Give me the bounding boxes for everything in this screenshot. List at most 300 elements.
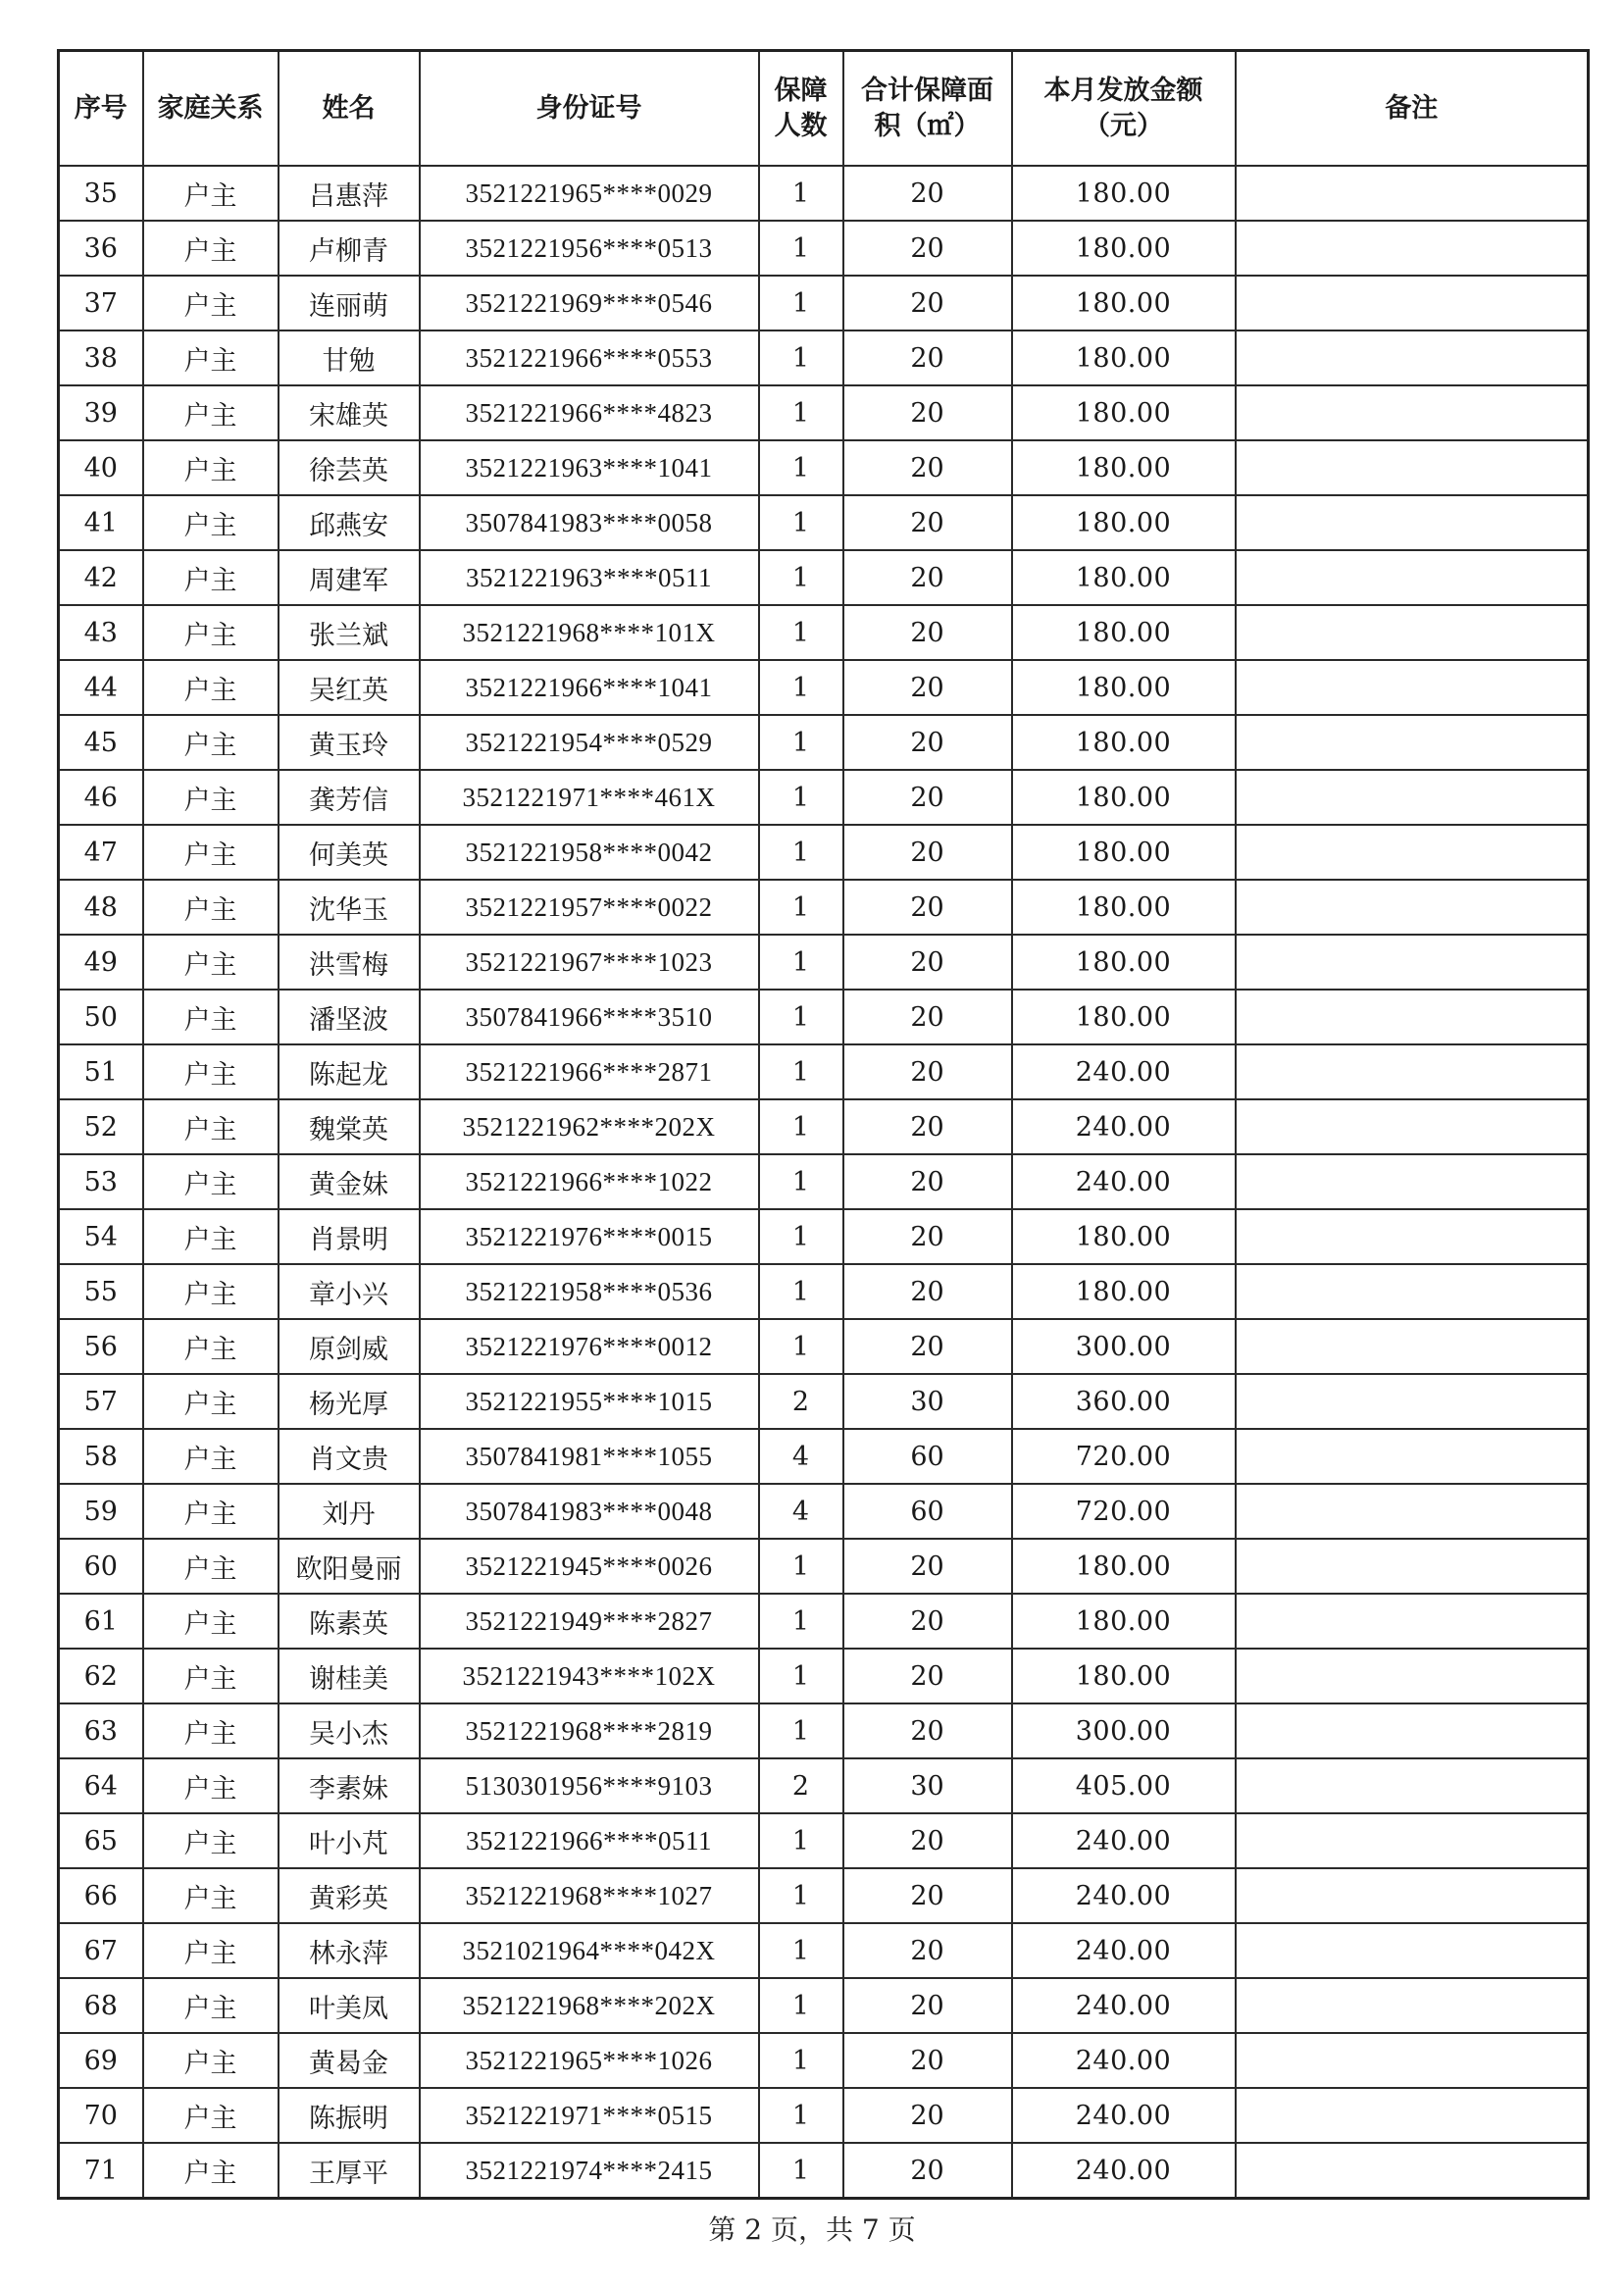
cell-name: 肖文贵 bbox=[279, 1429, 420, 1484]
cell-relation: 户主 bbox=[143, 1813, 279, 1868]
table-row bbox=[59, 221, 1589, 276]
cell-seq: 41 bbox=[59, 495, 143, 550]
cell-amount: 240.00 bbox=[1012, 1154, 1236, 1209]
cell-persons: 1 bbox=[759, 495, 843, 550]
cell-area: 20 bbox=[843, 990, 1012, 1044]
cell-seq: 42 bbox=[59, 550, 143, 605]
cell-relation: 户主 bbox=[143, 166, 279, 221]
cell-seq: 48 bbox=[59, 880, 143, 935]
cell-relation: 户主 bbox=[143, 1209, 279, 1264]
table-header bbox=[59, 51, 1589, 167]
table-row bbox=[59, 1374, 1589, 1429]
cell-name: 欧阳曼丽 bbox=[279, 1539, 420, 1594]
cell-remark bbox=[1236, 825, 1589, 880]
cell-remark bbox=[1236, 1539, 1589, 1594]
header-area bbox=[843, 51, 1012, 167]
cell-relation: 户主 bbox=[143, 1099, 279, 1154]
header-persons-line1: 保障 bbox=[774, 76, 828, 107]
cell-seq: 36 bbox=[59, 221, 143, 276]
cell-relation: 户主 bbox=[143, 1649, 279, 1703]
cell-remark bbox=[1236, 1099, 1589, 1154]
cell-area: 20 bbox=[843, 1264, 1012, 1319]
cell-amount: 180.00 bbox=[1012, 990, 1236, 1044]
table-row bbox=[59, 605, 1589, 660]
cell-name: 张兰斌 bbox=[279, 605, 420, 660]
cell-relation: 户主 bbox=[143, 221, 279, 276]
cell-id-number: 3507841966****3510 bbox=[420, 990, 759, 1044]
cell-amount: 180.00 bbox=[1012, 715, 1236, 770]
cell-relation: 户主 bbox=[143, 2033, 279, 2088]
table-row bbox=[59, 440, 1589, 495]
cell-persons: 1 bbox=[759, 2033, 843, 2088]
cell-persons: 1 bbox=[759, 2088, 843, 2143]
cell-area: 20 bbox=[843, 1813, 1012, 1868]
cell-id-number: 3521221958****0536 bbox=[420, 1264, 759, 1319]
cell-persons: 1 bbox=[759, 1154, 843, 1209]
cell-persons: 1 bbox=[759, 825, 843, 880]
cell-relation: 户主 bbox=[143, 1758, 279, 1813]
cell-name: 黄彩英 bbox=[279, 1868, 420, 1923]
cell-amount: 180.00 bbox=[1012, 276, 1236, 330]
header-area-line1: 合计保障面 bbox=[861, 76, 993, 107]
cell-amount: 240.00 bbox=[1012, 1978, 1236, 2033]
cell-amount: 240.00 bbox=[1012, 1044, 1236, 1099]
cell-name: 徐芸英 bbox=[279, 440, 420, 495]
cell-name: 黄玉玲 bbox=[279, 715, 420, 770]
cell-id-number: 3521221949****2827 bbox=[420, 1594, 759, 1649]
cell-area: 20 bbox=[843, 605, 1012, 660]
table-row bbox=[59, 770, 1589, 825]
table-row bbox=[59, 1649, 1589, 1703]
table-row bbox=[59, 330, 1589, 385]
cell-area: 20 bbox=[843, 2143, 1012, 2199]
table-row bbox=[59, 880, 1589, 935]
cell-persons: 1 bbox=[759, 1649, 843, 1703]
cell-amount: 180.00 bbox=[1012, 1209, 1236, 1264]
cell-area: 20 bbox=[843, 166, 1012, 221]
cell-persons: 1 bbox=[759, 660, 843, 715]
cell-id-number: 3521221976****0012 bbox=[420, 1319, 759, 1374]
cell-id-number: 3521221966****2871 bbox=[420, 1044, 759, 1099]
cell-area: 20 bbox=[843, 550, 1012, 605]
cell-remark bbox=[1236, 935, 1589, 990]
cell-area: 20 bbox=[843, 385, 1012, 440]
cell-amount: 180.00 bbox=[1012, 221, 1236, 276]
cell-area: 30 bbox=[843, 1758, 1012, 1813]
cell-area: 20 bbox=[843, 1539, 1012, 1594]
cell-area: 20 bbox=[843, 1319, 1012, 1374]
cell-area: 20 bbox=[843, 825, 1012, 880]
cell-area: 20 bbox=[843, 1868, 1012, 1923]
cell-seq: 57 bbox=[59, 1374, 143, 1429]
cell-area: 20 bbox=[843, 330, 1012, 385]
table-row bbox=[59, 1758, 1589, 1813]
cell-area: 20 bbox=[843, 660, 1012, 715]
cell-amount: 240.00 bbox=[1012, 2088, 1236, 2143]
cell-remark bbox=[1236, 1264, 1589, 1319]
cell-id-number: 3521221966****0553 bbox=[420, 330, 759, 385]
table-row bbox=[59, 1209, 1589, 1264]
cell-relation: 户主 bbox=[143, 1594, 279, 1649]
cell-persons: 1 bbox=[759, 2143, 843, 2199]
table-row bbox=[59, 715, 1589, 770]
cell-remark bbox=[1236, 1319, 1589, 1374]
cell-name: 陈素英 bbox=[279, 1594, 420, 1649]
cell-id-number: 3521221966****0511 bbox=[420, 1813, 759, 1868]
cell-relation: 户主 bbox=[143, 1539, 279, 1594]
cell-id-number: 3521221963****0511 bbox=[420, 550, 759, 605]
header-amount-line1: 本月发放金额 bbox=[1043, 76, 1203, 107]
subsidy-roster-table bbox=[57, 49, 1590, 2200]
cell-id-number: 3521221968****2819 bbox=[420, 1703, 759, 1758]
cell-name: 李素妹 bbox=[279, 1758, 420, 1813]
cell-id-number: 3521221956****0513 bbox=[420, 221, 759, 276]
cell-remark bbox=[1236, 990, 1589, 1044]
cell-remark bbox=[1236, 550, 1589, 605]
cell-amount: 240.00 bbox=[1012, 2143, 1236, 2199]
table-row bbox=[59, 2033, 1589, 2088]
cell-relation: 户主 bbox=[143, 605, 279, 660]
cell-amount: 180.00 bbox=[1012, 385, 1236, 440]
cell-id-number: 3521221967****1023 bbox=[420, 935, 759, 990]
cell-amount: 180.00 bbox=[1012, 605, 1236, 660]
table-row bbox=[59, 1978, 1589, 2033]
cell-name: 原剑威 bbox=[279, 1319, 420, 1374]
cell-persons: 1 bbox=[759, 330, 843, 385]
table-row bbox=[59, 1703, 1589, 1758]
cell-seq: 64 bbox=[59, 1758, 143, 1813]
header-area-line2: 积（㎡） bbox=[874, 110, 981, 141]
cell-persons: 1 bbox=[759, 276, 843, 330]
cell-remark bbox=[1236, 1594, 1589, 1649]
cell-amount: 180.00 bbox=[1012, 550, 1236, 605]
cell-amount: 180.00 bbox=[1012, 825, 1236, 880]
cell-area: 20 bbox=[843, 440, 1012, 495]
cell-relation: 户主 bbox=[143, 1374, 279, 1429]
cell-seq: 55 bbox=[59, 1264, 143, 1319]
cell-name: 洪雪梅 bbox=[279, 935, 420, 990]
cell-id-number: 3521221957****0022 bbox=[420, 880, 759, 935]
cell-name: 周建军 bbox=[279, 550, 420, 605]
cell-remark bbox=[1236, 385, 1589, 440]
cell-amount: 180.00 bbox=[1012, 1539, 1236, 1594]
cell-relation: 户主 bbox=[143, 1703, 279, 1758]
cell-amount: 180.00 bbox=[1012, 770, 1236, 825]
cell-seq: 67 bbox=[59, 1923, 143, 1978]
cell-id-number: 3507841981****1055 bbox=[420, 1429, 759, 1484]
table-row bbox=[59, 276, 1589, 330]
cell-remark bbox=[1236, 166, 1589, 221]
header-id-number: 身份证号 bbox=[420, 51, 759, 167]
cell-persons: 1 bbox=[759, 1923, 843, 1978]
cell-relation: 户主 bbox=[143, 1044, 279, 1099]
cell-remark bbox=[1236, 276, 1589, 330]
cell-remark bbox=[1236, 1044, 1589, 1099]
cell-amount: 180.00 bbox=[1012, 935, 1236, 990]
cell-id-number: 3521221945****0026 bbox=[420, 1539, 759, 1594]
cell-name: 卢柳青 bbox=[279, 221, 420, 276]
cell-id-number: 3521221965****0029 bbox=[420, 166, 759, 221]
cell-id-number: 3521221962****202X bbox=[420, 1099, 759, 1154]
cell-area: 20 bbox=[843, 495, 1012, 550]
table-body bbox=[59, 166, 1589, 2199]
cell-persons: 1 bbox=[759, 770, 843, 825]
cell-relation: 户主 bbox=[143, 1978, 279, 2033]
cell-area: 20 bbox=[843, 1154, 1012, 1209]
cell-name: 潘坚波 bbox=[279, 990, 420, 1044]
cell-seq: 52 bbox=[59, 1099, 143, 1154]
cell-id-number: 3521221976****0015 bbox=[420, 1209, 759, 1264]
cell-relation: 户主 bbox=[143, 715, 279, 770]
cell-remark bbox=[1236, 1374, 1589, 1429]
cell-persons: 1 bbox=[759, 440, 843, 495]
cell-id-number: 3521221955****1015 bbox=[420, 1374, 759, 1429]
cell-area: 20 bbox=[843, 1209, 1012, 1264]
cell-relation: 户主 bbox=[143, 1264, 279, 1319]
cell-area: 30 bbox=[843, 1374, 1012, 1429]
cell-name: 陈振明 bbox=[279, 2088, 420, 2143]
cell-remark bbox=[1236, 1649, 1589, 1703]
cell-area: 20 bbox=[843, 1923, 1012, 1978]
cell-relation: 户主 bbox=[143, 330, 279, 385]
cell-relation: 户主 bbox=[143, 935, 279, 990]
cell-remark bbox=[1236, 1484, 1589, 1539]
cell-seq: 71 bbox=[59, 2143, 143, 2199]
cell-remark bbox=[1236, 1209, 1589, 1264]
cell-id-number: 5130301956****9103 bbox=[420, 1758, 759, 1813]
cell-seq: 49 bbox=[59, 935, 143, 990]
table-row bbox=[59, 1264, 1589, 1319]
cell-persons: 1 bbox=[759, 1813, 843, 1868]
cell-seq: 43 bbox=[59, 605, 143, 660]
cell-seq: 63 bbox=[59, 1703, 143, 1758]
cell-amount: 300.00 bbox=[1012, 1319, 1236, 1374]
table-row bbox=[59, 1154, 1589, 1209]
cell-relation: 户主 bbox=[143, 1923, 279, 1978]
cell-persons: 1 bbox=[759, 385, 843, 440]
table-row bbox=[59, 825, 1589, 880]
cell-name: 宋雄英 bbox=[279, 385, 420, 440]
cell-id-number: 3521221971****0515 bbox=[420, 2088, 759, 2143]
cell-remark bbox=[1236, 1429, 1589, 1484]
table-row bbox=[59, 1594, 1589, 1649]
cell-persons: 1 bbox=[759, 990, 843, 1044]
cell-remark bbox=[1236, 660, 1589, 715]
cell-amount: 180.00 bbox=[1012, 660, 1236, 715]
cell-amount: 240.00 bbox=[1012, 2033, 1236, 2088]
table-row bbox=[59, 1044, 1589, 1099]
cell-amount: 180.00 bbox=[1012, 440, 1236, 495]
cell-name: 肖景明 bbox=[279, 1209, 420, 1264]
header-amount bbox=[1012, 51, 1236, 167]
cell-name: 魏棠英 bbox=[279, 1099, 420, 1154]
cell-seq: 40 bbox=[59, 440, 143, 495]
cell-id-number: 3521221963****1041 bbox=[420, 440, 759, 495]
cell-id-number: 3521221969****0546 bbox=[420, 276, 759, 330]
cell-name: 叶美凤 bbox=[279, 1978, 420, 2033]
cell-seq: 37 bbox=[59, 276, 143, 330]
cell-remark bbox=[1236, 495, 1589, 550]
cell-persons: 1 bbox=[759, 1594, 843, 1649]
cell-remark bbox=[1236, 1758, 1589, 1813]
header-remark: 备注 bbox=[1236, 51, 1589, 167]
cell-amount: 240.00 bbox=[1012, 1868, 1236, 1923]
cell-area: 20 bbox=[843, 221, 1012, 276]
cell-relation: 户主 bbox=[143, 550, 279, 605]
cell-seq: 39 bbox=[59, 385, 143, 440]
table-row bbox=[59, 2143, 1589, 2199]
cell-amount: 180.00 bbox=[1012, 1264, 1236, 1319]
cell-name: 吴红英 bbox=[279, 660, 420, 715]
header-amount-line2: （元） bbox=[1084, 110, 1163, 141]
cell-name: 沈华玉 bbox=[279, 880, 420, 935]
cell-amount: 180.00 bbox=[1012, 330, 1236, 385]
cell-seq: 70 bbox=[59, 2088, 143, 2143]
cell-persons: 1 bbox=[759, 1209, 843, 1264]
cell-seq: 62 bbox=[59, 1649, 143, 1703]
table-row bbox=[59, 1868, 1589, 1923]
cell-persons: 1 bbox=[759, 1264, 843, 1319]
table-row bbox=[59, 660, 1589, 715]
cell-seq: 69 bbox=[59, 2033, 143, 2088]
cell-area: 20 bbox=[843, 276, 1012, 330]
table-row bbox=[59, 550, 1589, 605]
cell-id-number: 3521221966****1022 bbox=[420, 1154, 759, 1209]
header-persons bbox=[759, 51, 843, 167]
cell-remark bbox=[1236, 1923, 1589, 1978]
cell-remark bbox=[1236, 1703, 1589, 1758]
cell-relation: 户主 bbox=[143, 440, 279, 495]
cell-remark bbox=[1236, 221, 1589, 276]
cell-persons: 1 bbox=[759, 550, 843, 605]
cell-id-number: 3521221965****1026 bbox=[420, 2033, 759, 2088]
table-row bbox=[59, 495, 1589, 550]
cell-area: 20 bbox=[843, 1703, 1012, 1758]
cell-area: 20 bbox=[843, 715, 1012, 770]
cell-seq: 66 bbox=[59, 1868, 143, 1923]
header-persons-line2: 人数 bbox=[774, 110, 828, 141]
cell-persons: 2 bbox=[759, 1758, 843, 1813]
cell-name: 吴小杰 bbox=[279, 1703, 420, 1758]
cell-relation: 户主 bbox=[143, 880, 279, 935]
table-row bbox=[59, 935, 1589, 990]
cell-name: 杨光厚 bbox=[279, 1374, 420, 1429]
cell-area: 20 bbox=[843, 880, 1012, 935]
cell-amount: 720.00 bbox=[1012, 1484, 1236, 1539]
cell-seq: 35 bbox=[59, 166, 143, 221]
cell-id-number: 3521221954****0529 bbox=[420, 715, 759, 770]
cell-seq: 68 bbox=[59, 1978, 143, 2033]
cell-name: 章小兴 bbox=[279, 1264, 420, 1319]
cell-remark bbox=[1236, 605, 1589, 660]
cell-area: 20 bbox=[843, 1649, 1012, 1703]
cell-amount: 180.00 bbox=[1012, 166, 1236, 221]
cell-id-number: 3521221968****202X bbox=[420, 1978, 759, 2033]
cell-remark bbox=[1236, 1813, 1589, 1868]
table-row bbox=[59, 1813, 1589, 1868]
cell-relation: 户主 bbox=[143, 276, 279, 330]
cell-amount: 360.00 bbox=[1012, 1374, 1236, 1429]
table-row bbox=[59, 1319, 1589, 1374]
cell-name: 王厚平 bbox=[279, 2143, 420, 2199]
cell-seq: 56 bbox=[59, 1319, 143, 1374]
cell-name: 林永萍 bbox=[279, 1923, 420, 1978]
cell-area: 60 bbox=[843, 1484, 1012, 1539]
cell-relation: 户主 bbox=[143, 1319, 279, 1374]
cell-seq: 58 bbox=[59, 1429, 143, 1484]
table-row bbox=[59, 1429, 1589, 1484]
cell-amount: 180.00 bbox=[1012, 880, 1236, 935]
cell-id-number: 3521221968****1027 bbox=[420, 1868, 759, 1923]
cell-remark bbox=[1236, 880, 1589, 935]
cell-amount: 240.00 bbox=[1012, 1813, 1236, 1868]
cell-persons: 1 bbox=[759, 1703, 843, 1758]
cell-persons: 1 bbox=[759, 1044, 843, 1099]
table-row bbox=[59, 1484, 1589, 1539]
cell-remark bbox=[1236, 2143, 1589, 2199]
cell-remark bbox=[1236, 1868, 1589, 1923]
cell-name: 陈起龙 bbox=[279, 1044, 420, 1099]
cell-name: 刘丹 bbox=[279, 1484, 420, 1539]
cell-persons: 1 bbox=[759, 1868, 843, 1923]
cell-area: 20 bbox=[843, 2088, 1012, 2143]
cell-name: 叶小芃 bbox=[279, 1813, 420, 1868]
cell-amount: 300.00 bbox=[1012, 1703, 1236, 1758]
cell-persons: 1 bbox=[759, 1099, 843, 1154]
cell-id-number: 3521221966****4823 bbox=[420, 385, 759, 440]
cell-relation: 户主 bbox=[143, 2143, 279, 2199]
page-number: 第 2 页，共 7 页 bbox=[708, 2213, 916, 2246]
cell-persons: 1 bbox=[759, 605, 843, 660]
cell-persons: 1 bbox=[759, 715, 843, 770]
cell-area: 20 bbox=[843, 1044, 1012, 1099]
roster-sheet bbox=[57, 49, 1587, 2200]
cell-remark bbox=[1236, 715, 1589, 770]
cell-amount: 720.00 bbox=[1012, 1429, 1236, 1484]
header-relation: 家庭关系 bbox=[143, 51, 279, 167]
cell-name: 谢桂美 bbox=[279, 1649, 420, 1703]
cell-name: 何美英 bbox=[279, 825, 420, 880]
cell-relation: 户主 bbox=[143, 1868, 279, 1923]
cell-relation: 户主 bbox=[143, 770, 279, 825]
cell-name: 黄曷金 bbox=[279, 2033, 420, 2088]
cell-relation: 户主 bbox=[143, 495, 279, 550]
cell-seq: 65 bbox=[59, 1813, 143, 1868]
cell-relation: 户主 bbox=[143, 1154, 279, 1209]
cell-persons: 4 bbox=[759, 1429, 843, 1484]
cell-remark bbox=[1236, 770, 1589, 825]
cell-persons: 4 bbox=[759, 1484, 843, 1539]
cell-relation: 户主 bbox=[143, 1429, 279, 1484]
cell-remark bbox=[1236, 440, 1589, 495]
cell-relation: 户主 bbox=[143, 1484, 279, 1539]
cell-id-number: 3521221966****1041 bbox=[420, 660, 759, 715]
table-row bbox=[59, 990, 1589, 1044]
cell-area: 20 bbox=[843, 2033, 1012, 2088]
cell-name: 连丽萌 bbox=[279, 276, 420, 330]
cell-area: 20 bbox=[843, 1099, 1012, 1154]
cell-name: 邱燕安 bbox=[279, 495, 420, 550]
cell-area: 60 bbox=[843, 1429, 1012, 1484]
cell-id-number: 3521221968****101X bbox=[420, 605, 759, 660]
cell-seq: 45 bbox=[59, 715, 143, 770]
cell-remark bbox=[1236, 1154, 1589, 1209]
table-row bbox=[59, 2088, 1589, 2143]
cell-seq: 61 bbox=[59, 1594, 143, 1649]
cell-remark bbox=[1236, 2088, 1589, 2143]
cell-remark bbox=[1236, 1978, 1589, 2033]
cell-area: 20 bbox=[843, 935, 1012, 990]
